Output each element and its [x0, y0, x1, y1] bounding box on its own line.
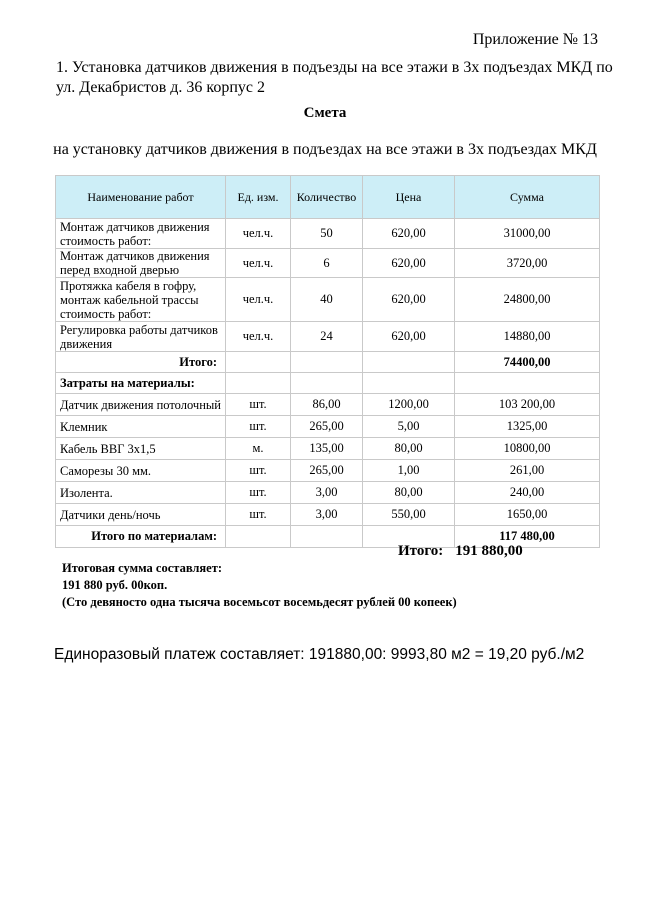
material-unit: м.: [226, 438, 291, 460]
payment-line: Единоразовый платеж составляет: 191880,00: 9993,80 м2 = 19,20 руб./м2: [54, 646, 585, 663]
summary-block: [62, 560, 457, 611]
work-qty: 40: [291, 278, 363, 322]
table-row: [56, 460, 600, 482]
document-heading: 1. Установка датчиков движения в подъезды на все этажи в 3х подъездах МКД по ул. Декабристов д. 36 корпус 2: [56, 59, 613, 96]
table-row: [56, 482, 600, 504]
materials-section-row: [56, 373, 600, 394]
material-unit: шт.: [226, 416, 291, 438]
material-qty: 3,00: [291, 482, 363, 504]
summary-line-1: Итоговая сумма составляет:: [62, 561, 223, 575]
material-name: Саморезы 30 мм.: [56, 460, 226, 482]
work-name: Монтаж датчиков движения перед входной дверью: [56, 249, 226, 278]
works-total-value: 74400,00: [455, 352, 600, 373]
estimate-subtitle: на установку датчиков движения в подъездах на все этажи в 3х подъездах МКД: [53, 141, 597, 158]
material-price: 5,00: [363, 416, 455, 438]
material-price: 1200,00: [363, 394, 455, 416]
materials-label: Затраты на материалы:: [56, 373, 226, 394]
table-header-row: [56, 176, 600, 219]
estimate-title: Смета: [303, 105, 347, 121]
header-unit: Ед. изм.: [226, 176, 291, 219]
material-qty: 265,00: [291, 460, 363, 482]
works-total-label: Итого:: [56, 352, 226, 373]
table-row: [56, 504, 600, 526]
material-sum: 103 200,00: [455, 394, 600, 416]
work-qty: 6: [291, 249, 363, 278]
material-sum: 1650,00: [455, 504, 600, 526]
material-unit: шт.: [226, 394, 291, 416]
header-work-name: Наименование работ: [56, 176, 226, 219]
work-name: Регулировка работы датчиков движения: [56, 322, 226, 352]
material-sum: 1325,00: [455, 416, 600, 438]
material-price: 80,00: [363, 482, 455, 504]
material-sum: 10800,00: [455, 438, 600, 460]
materials-total-value: 117 480,00: [455, 526, 600, 548]
material-name: Датчик движения потолочный: [56, 394, 226, 416]
material-price: 80,00: [363, 438, 455, 460]
work-unit: чел.ч.: [226, 249, 291, 278]
grand-total: [398, 543, 523, 560]
work-name: Протяжка кабеля в гофру, монтаж кабельной трассы стоимость работ:: [56, 278, 226, 322]
material-qty: 265,00: [291, 416, 363, 438]
grand-total-value: 191 880,00: [455, 543, 523, 559]
material-name: Клемник: [56, 416, 226, 438]
work-sum: 24800,00: [455, 278, 600, 322]
works-total-row: [56, 352, 600, 373]
table-row: [56, 219, 600, 249]
table-row: [56, 438, 600, 460]
material-sum: 240,00: [455, 482, 600, 504]
summary-line-3: (Сто девяносто одна тысяча восемьсот восемьдесят рублей 00 копеек): [62, 595, 457, 609]
summary-line-2: 191 880 руб. 00коп.: [62, 578, 168, 592]
material-name: Изолента.: [56, 482, 226, 504]
table-row: [56, 249, 600, 278]
table-row: [56, 278, 600, 322]
grand-total-label: Итого:: [398, 543, 444, 559]
table-row: [56, 394, 600, 416]
material-unit: шт.: [226, 482, 291, 504]
material-price: 550,00: [363, 504, 455, 526]
work-name: Монтаж датчиков движения стоимость работ:: [56, 219, 226, 249]
work-price: 620,00: [363, 278, 455, 322]
materials-total-label: Итого по материалам:: [56, 526, 226, 548]
work-unit: чел.ч.: [226, 219, 291, 249]
material-qty: 135,00: [291, 438, 363, 460]
work-sum: 31000,00: [455, 219, 600, 249]
header-sum: Сумма: [455, 176, 600, 219]
work-qty: 50: [291, 219, 363, 249]
material-qty: 86,00: [291, 394, 363, 416]
header-quantity: Количество: [291, 176, 363, 219]
material-unit: шт.: [226, 460, 291, 482]
work-price: 620,00: [363, 219, 455, 249]
estimate-table: [55, 175, 600, 548]
material-name: Кабель ВВГ 3х1,5: [56, 438, 226, 460]
material-price: 1,00: [363, 460, 455, 482]
appendix-number: Приложение № 13: [472, 31, 598, 48]
table-row: [56, 416, 600, 438]
header-price: Цена: [363, 176, 455, 219]
work-unit: чел.ч.: [226, 278, 291, 322]
table-row: [56, 322, 600, 352]
material-sum: 261,00: [455, 460, 600, 482]
work-qty: 24: [291, 322, 363, 352]
material-name: Датчики день/ночь: [56, 504, 226, 526]
work-sum: 3720,00: [455, 249, 600, 278]
material-unit: шт.: [226, 504, 291, 526]
work-price: 620,00: [363, 249, 455, 278]
work-unit: чел.ч.: [226, 322, 291, 352]
work-price: 620,00: [363, 322, 455, 352]
work-sum: 14880,00: [455, 322, 600, 352]
material-qty: 3,00: [291, 504, 363, 526]
